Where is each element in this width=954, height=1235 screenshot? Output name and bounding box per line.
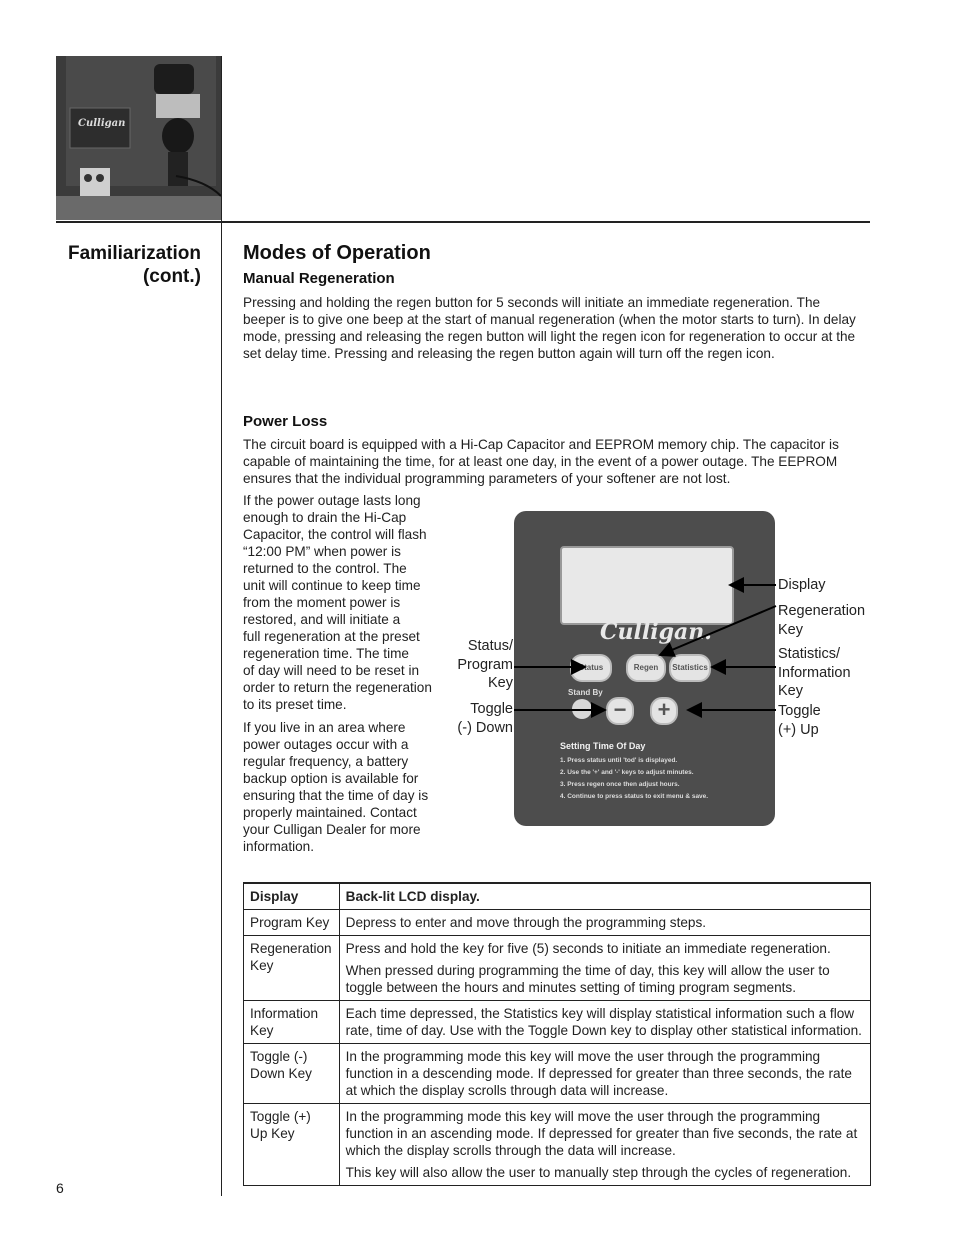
text-line: Key [778,621,803,638]
key-function-table [243,882,871,1186]
text-line: capable of maintaining the time, for at least one day, in the event of a power outage. The EEPROM [243,454,838,469]
text-line: regular frequency, a battery [243,754,409,769]
text-line: Toggle [470,701,513,717]
instruction-step: 2. Use the '+' and '-' keys to adjust minutes. [560,769,694,776]
table-desc-cell [339,936,870,1001]
callout-down [440,700,513,737]
table-header-cell: Display [244,883,340,910]
status-button[interactable]: Status [570,654,612,682]
text-line: Capacitor, the control will flash [243,527,427,542]
table-desc-cell [339,1044,870,1104]
table-desc-cell [339,1001,870,1044]
text-line: Pressing and holding the regen button for 5 seconds will initiate an immediate regeneration. The [243,295,821,310]
instruction-step: 1. Press status until 'tod' is displayed. [560,757,678,764]
text-line: restored, and will initiate a [243,612,401,627]
text-line: Key [250,958,274,973]
text-line: This key will also allow the user to manually step through the cycles of regeneration. [345,1165,852,1180]
text-line: ensures that the individual programming parameters of your softener are not lost. [243,471,731,486]
callout-display: Display [778,577,826,593]
text-line: Program [457,656,513,673]
table-key-cell [244,1104,340,1186]
manual-regen-heading: Manual Regeneration [243,270,395,287]
callout-up [778,702,821,739]
arrow-regen [660,606,776,655]
text-line: Toggle (+) [250,1109,311,1124]
instructions-title: Setting Time Of Day [560,741,646,751]
text-line: of day will need to be reset in [243,663,420,678]
statistics-button[interactable]: Statistics [669,654,711,682]
text-line: Depress to enter and move through the programming steps. [345,915,707,930]
table-key-cell [244,910,340,936]
table-row [244,1104,871,1186]
instruction-step: 4. Continue to press status to exit menu & save. [560,793,709,800]
text-line: Information [778,664,851,681]
text-line: If you live in an area where [243,720,406,735]
photo-brand-label: Culligan [78,118,126,129]
culligan-logo: Culligan. [600,619,712,645]
text-line: your Culligan Dealer for more [243,822,421,837]
text-line: (+) Up [778,721,819,738]
text-line: from the moment power is [243,595,401,610]
text-line: (-) Down [457,719,513,736]
text-line: Each time depressed, the Statistics key will display statistical information such a flow rate, time of day. Use with the Toggle Down key to display other statistical information. [345,1006,862,1038]
power-loss-heading: Power Loss [243,413,328,430]
instruction-step: 3. Press regen once then adjust hours. [560,781,680,788]
table-key-cell [244,936,340,1001]
text-line: Up Key [250,1126,295,1141]
text-line: Key [488,675,513,691]
text-line: In the programming mode this key will move the user through the programming function in a descending mode. If depressed for greater than three seconds, the rate at which the display scrolls through data will increase. [345,1049,852,1098]
text-line: If the power outage lasts long [243,493,421,508]
text-line: order to return the regeneration [243,680,432,695]
text-line: beeper is to give one beep at the start of manual regeneration (when the motor starts to turn). In delay [243,312,856,327]
callout-regen [778,602,865,639]
text-line: Statistics/ [778,646,841,662]
text-line: full regeneration at the preset [243,629,420,644]
section-heading-line1: Familiarization [67,243,201,264]
table-key-cell [244,1001,340,1044]
text-line: Regeneration [250,941,332,956]
text-line: Status/ [467,638,513,654]
text-line: to its preset time. [243,697,347,712]
text-line: Down Key [250,1066,312,1081]
section-heading-line2: (cont.) [142,266,201,287]
toggle-up-button[interactable]: + [650,697,678,725]
callout-stats [778,645,851,701]
text-line: backup option is available for [243,771,419,786]
callout-status [440,637,513,693]
toggle-down-button[interactable]: − [606,697,634,725]
text-line: unit will continue to keep time [243,578,421,593]
table-header-row [244,883,871,910]
table-desc-cell [339,910,870,936]
regen-button[interactable]: Regen [626,654,666,682]
table-header-cell: Back-lit LCD display. [339,883,870,910]
text-line: regeneration time. The time [243,646,409,661]
text-line: In the programming mode this key will move the user through the programming function in an ascending mode. If depressed for greater than five seconds, the rate at which the display scrolls through the data will increase. [345,1109,858,1158]
page-number: 6 [56,1180,64,1196]
text-line: Program Key [250,915,330,930]
table-row [244,910,871,936]
text-line: returned to the control. The [243,561,407,576]
table-desc-cell [339,1104,870,1186]
text-line: Key [250,1023,274,1038]
text-line: mode, pressing and releasing the regen button will light the regen icon for regeneration to occur at the [243,329,856,344]
text-line: enough to drain the Hi-Cap [243,510,407,525]
text-line: Press and hold the key for five (5) seconds to initiate an immediate regeneration. [345,941,831,956]
text-line: Toggle (-) [250,1049,308,1064]
text-line: properly maintained. Contact [243,805,417,820]
page-title: Modes of Operation [243,242,431,264]
text-line: Information [250,1006,319,1021]
text-line: ensuring that the time of day is [243,788,429,803]
text-line: Key [778,683,803,699]
text-line: information. [243,839,315,854]
text-line: Regeneration [778,603,866,619]
table-key-cell [244,1044,340,1104]
standby-label: Stand By [568,688,603,697]
table-row [244,936,871,1001]
table-row [244,1001,871,1044]
table-row [244,1044,871,1104]
text-line: Toggle [778,703,821,719]
text-line: When pressed during programming the time of day, this key will allow the user to toggle between the hours and minutes setting of timing program segments. [345,963,830,995]
text-line: The circuit board is equipped with a Hi-Cap Capacitor and EEPROM memory chip. The capacitor is [243,437,839,452]
text-line: set delay time. Pressing and releasing the regen button again will turn off the regen icon. [243,346,775,361]
text-line: “12:00 PM” when power is [243,544,401,559]
text-line: power outages occur with a [243,737,409,752]
